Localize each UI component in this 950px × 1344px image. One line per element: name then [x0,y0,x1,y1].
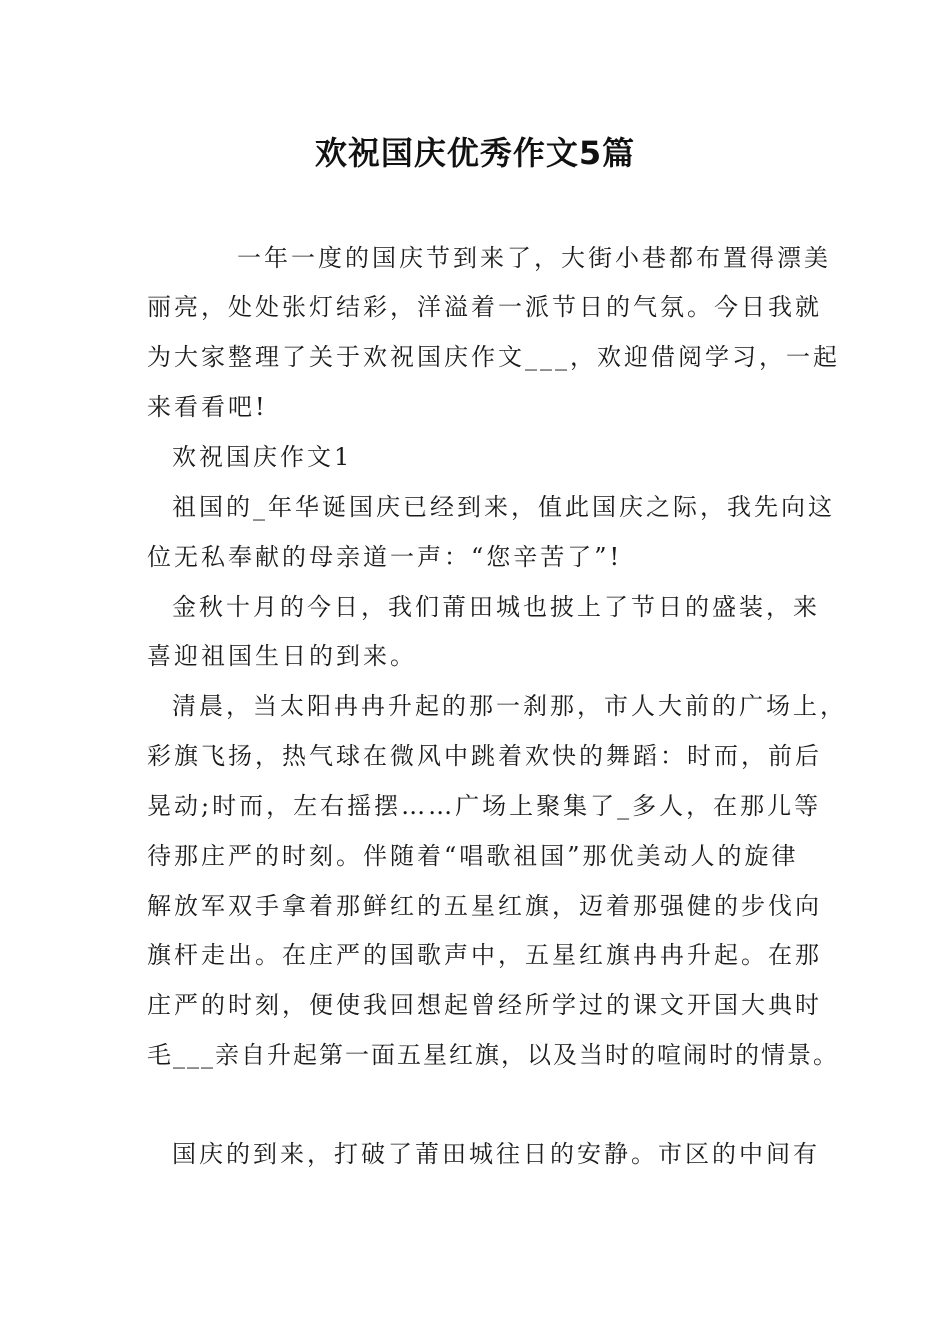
document-title: 欢祝国庆优秀作文5篇 [314,134,636,172]
paragraph-line: 为大家整理了关于欢祝国庆作文___，欢迎借阅学习，一起 [147,343,840,371]
paragraph-line: 祖国的_年华诞国庆已经到来，值此国庆之际，我先向这 [172,493,835,521]
paragraph-line: 解放军双手拿着那鲜红的五星红旗，迈着那强健的步伐向 [147,892,822,920]
paragraph-line: 来看看吧! [147,393,268,421]
paragraph-line: 毛___亲自升起第一面五星红旗，以及当时的喧闹时的情景。 [147,1041,839,1069]
paragraph-line: 庄严的时刻，便使我回想起曾经所学过的课文开国大典时 [147,991,822,1019]
paragraph-line: 喜迎祖国生日的到来。 [147,642,417,670]
paragraph-line: 国庆的到来，打破了莆田城往日的安静。市区的中间有 [172,1140,820,1168]
section-heading: 欢祝国庆作文1 [172,443,353,471]
paragraph-line: 待那庄严的时刻。伴随着“唱歌祖国”那优美动人的旋律 [147,842,799,870]
paragraph-line: 旗杆走出。在庄严的国歌声中，五星红旗冉冉升起。在那 [147,941,822,969]
paragraph-line: 一年一度的国庆节到来了，大街小巷都布置得漂美 [237,244,831,272]
paragraph-line: 位无私奉献的母亲道一声：“您辛苦了”! [147,543,623,571]
paragraph-line: 清晨，当太阳冉冉升起的那一刹那，市人大前的广场上， [172,692,847,720]
paragraph-line: 晃动;时而，左右摇摆……广场上聚集了_多人，在那儿等 [147,792,822,820]
paragraph-line: 彩旗飞扬，热气球在微风中跳着欢快的舞蹈：时而，前后 [147,742,822,770]
paragraph-line: 金秋十月的今日，我们莆田城也披上了节日的盛装，来 [172,593,820,621]
paragraph-line: 丽亮，处处张灯结彩，洋溢着一派节日的气氛。今日我就 [147,293,822,321]
